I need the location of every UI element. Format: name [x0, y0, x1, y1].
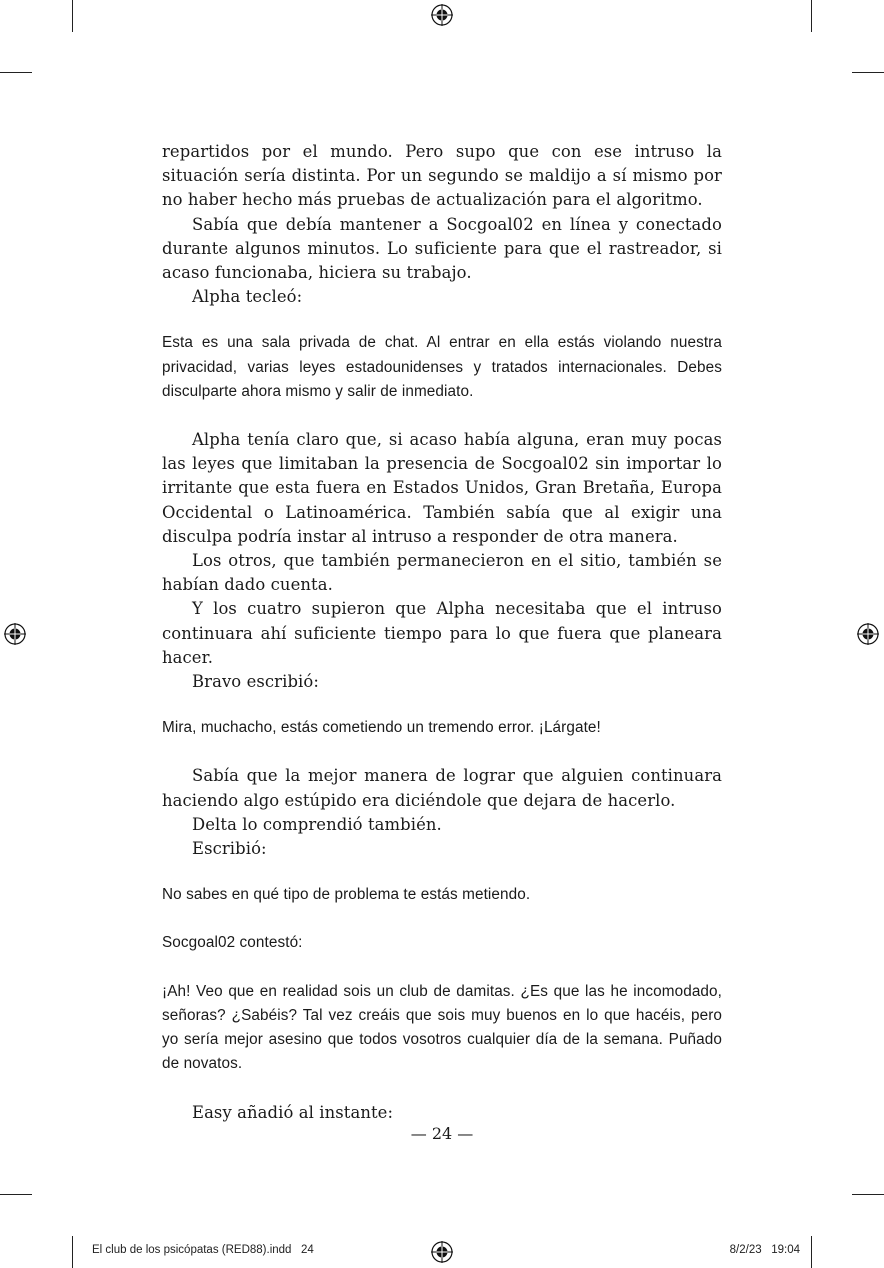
registration-mark-left-icon	[4, 623, 26, 645]
crop-mark-top-right-vertical	[811, 0, 812, 32]
crop-mark-bottom-left-vertical	[72, 1236, 73, 1268]
crop-mark-top-right-horizontal	[852, 72, 884, 73]
crop-mark-top-left-horizontal	[0, 72, 32, 73]
slug-file-info: El club de los psicópatas (RED88).indd 24	[92, 1244, 314, 1256]
paragraph: Easy añadió al instante:	[192, 1102, 394, 1122]
slug-date-info: 8/2/23 19:04	[729, 1244, 800, 1256]
chat-message: Socgoal02 contestó:	[162, 934, 303, 952]
registration-mark-bottom-icon	[431, 1241, 453, 1263]
crop-mark-top-left-vertical	[72, 0, 73, 32]
page-number: — 24 —	[410, 1124, 474, 1143]
paragraph: Los otros, que también permanecieron en el sitio, también se habían dado cuenta.	[162, 551, 722, 595]
crop-mark-bottom-right-horizontal	[852, 1194, 884, 1195]
page-body	[162, 140, 722, 1125]
registration-mark-right-icon	[857, 623, 879, 645]
crop-mark-bottom-right-vertical	[811, 1236, 812, 1268]
paragraph: Sabía que la mejor manera de lograr que alguien continuara haciendo algo estúpido era diciéndole que dejara de hacerlo.	[162, 766, 722, 810]
chat-message: ¡Ah! Veo que en realidad sois un club de damitas. ¿Es que las he incomodado, señoras? ¿Sabéis? Tal vez creáis que sois muy buenos en lo que hacéis, pero yo sería mejor asesino que todos vosotros cualquier día de la semana. Puñado de novatos.	[162, 982, 722, 1073]
paragraph: Alpha tecleó:	[192, 287, 303, 307]
chat-message: Esta es una sala privada de chat. Al entrar en ella estás violando nuestra privacidad, varias leyes estadounidenses y tratados internacionales. Debes disculparte ahora mismo y salir de inmediato.	[162, 334, 722, 400]
paragraph: repartidos por el mundo. Pero supo que con ese intruso la situación sería distinta. Por un segundo se maldijo a sí mismo por no haber hecho más pruebas de actualización para el algoritmo.	[162, 142, 722, 210]
crop-mark-bottom-left-horizontal	[0, 1194, 32, 1195]
chat-message: Mira, muchacho, estás cometiendo un tremendo error. ¡Lárgate!	[162, 719, 601, 737]
paragraph: Escribió:	[192, 839, 267, 859]
paragraph: Y los cuatro supieron que Alpha necesitaba que el intruso continuara ahí suficiente tiempo para lo que fuera que planeara hacer.	[162, 599, 722, 667]
paragraph: Sabía que debía mantener a Socgoal02 en línea y conectado durante algunos minutos. Lo suficiente para que el rastreador, si acaso funcionaba, hiciera su trabajo.	[162, 214, 722, 283]
paragraph: Alpha tenía claro que, si acaso había alguna, eran muy pocas las leyes que limitaban la presencia de Socgoal02 sin importar lo irritante que esta fuera en Estados Unidos, Gran Bretaña, Europa Occidental o Latinoamérica. También sabía que al exigir una disculpa podría instar al intruso a responder de otra manera.	[162, 430, 722, 546]
paragraph: Delta lo comprendió también.	[192, 814, 442, 834]
paragraph: Bravo escribió:	[192, 672, 319, 692]
registration-mark-top-icon	[431, 4, 453, 26]
chat-message: No sabes en qué tipo de problema te estás metiendo.	[162, 886, 531, 904]
